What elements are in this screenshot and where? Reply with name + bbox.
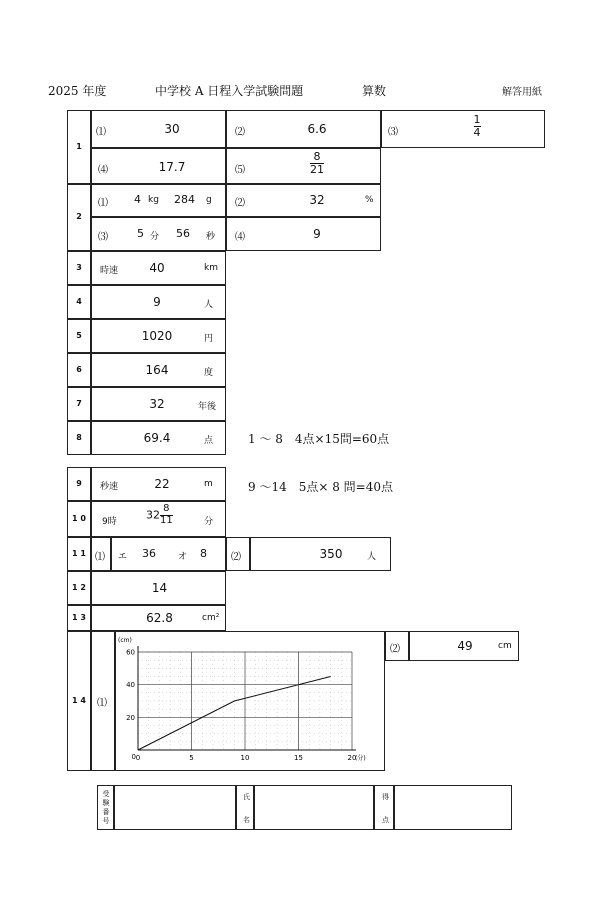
q9-label-cell (67, 467, 91, 501)
q9-answer: 22 (154, 477, 170, 491)
x-tick-label: 20 (347, 754, 357, 762)
q1-3-cell[interactable] (381, 110, 545, 148)
q6-label-cell (67, 353, 91, 387)
q7-unit: 年後 (198, 402, 217, 412)
q11-2-unit: 人 (367, 552, 377, 562)
q2-1-cell[interactable] (91, 183, 226, 217)
q13-label: 1 3 (72, 613, 86, 622)
q13-cell[interactable] (91, 605, 226, 631)
q1-5-answer (282, 151, 352, 175)
q14-1-cell[interactable] (115, 631, 385, 771)
q10-label: 1 0 (72, 514, 86, 523)
q7-answer: 32 (149, 397, 165, 411)
q1-5-numerator: 8 (313, 150, 321, 163)
y-tick-label: 20 (126, 713, 135, 722)
q3-label-cell (67, 251, 91, 285)
q2-1-unit2: g (206, 195, 212, 205)
q2-4-cell[interactable] (226, 217, 381, 251)
q5-answer: 1020 (141, 329, 173, 343)
q2-1-value1: 4 (134, 193, 141, 206)
q8-answer: 69.4 (143, 431, 171, 445)
q14-line-chart (116, 632, 384, 770)
q14-1-num: ⑴ (97, 698, 107, 709)
q1-1-num: ⑴ (96, 127, 106, 138)
q4-answer: 9 (153, 295, 161, 309)
q7-label: 7 (76, 399, 82, 408)
q10-denominator: 11 (160, 514, 173, 526)
q8-label-cell (67, 421, 91, 455)
q2-1-value2: 284 (174, 193, 195, 206)
exam-no-input[interactable] (114, 785, 236, 830)
q4-unit: 人 (204, 300, 214, 310)
q1-label-cell (67, 110, 91, 185)
q1-1-answer: 30 (164, 122, 180, 136)
name-label-cell (236, 785, 254, 830)
q1-label: 1 (76, 142, 82, 151)
name-label-2: 名 (243, 816, 250, 824)
q2-label: 2 (76, 212, 82, 221)
score-note-1: 1 ～ 8 4点×15問=60点 (248, 432, 390, 446)
origin-label: 0 (131, 753, 136, 761)
q1-3-answer (442, 114, 512, 138)
name-input[interactable] (254, 785, 374, 830)
q11-label: 1 1 (72, 549, 86, 558)
q11-1-num: ⑴ (95, 552, 105, 563)
q10-cell[interactable] (91, 501, 226, 537)
q14-2-num: ⑵ (390, 644, 400, 655)
q10-whole: 32 (146, 508, 160, 522)
q14-1-num-cell (91, 631, 115, 771)
q11-1-value2: 8 (200, 547, 207, 560)
score-input[interactable] (394, 785, 512, 830)
q11-2-cell[interactable] (250, 537, 391, 571)
header-title: 中学校 A 日程入学試験問題 (155, 84, 304, 98)
q4-cell[interactable] (91, 285, 226, 319)
header-subject: 算数 (362, 84, 387, 98)
q14-2-answer: 49 (457, 639, 473, 653)
q5-unit: 円 (204, 334, 214, 344)
q2-4-num: ⑷ (235, 232, 245, 243)
q2-2-num: ⑵ (235, 198, 245, 209)
q11-label-cell (67, 537, 91, 571)
score-label-cell (374, 785, 394, 830)
q14-label: 1 4 (72, 696, 86, 705)
q2-3-value1: 5 (137, 227, 144, 240)
score-label-1: 得 (382, 793, 389, 801)
q2-2-cell[interactable] (226, 183, 381, 217)
q1-1-cell[interactable] (91, 110, 226, 148)
q11-1-label2: オ (178, 552, 188, 562)
q1-2-cell[interactable] (226, 110, 381, 148)
q9-label: 9 (76, 479, 82, 488)
exam-no-label: 受験番号 (102, 790, 110, 825)
q5-label: 5 (76, 331, 82, 340)
x-tick-label: 5 (189, 754, 194, 762)
score-label-2: 点 (382, 816, 389, 824)
q2-label-cell (67, 183, 91, 251)
q5-label-cell (67, 319, 91, 353)
q3-cell[interactable] (91, 251, 226, 285)
q1-5-num: ⑸ (235, 165, 245, 176)
q1-2-num: ⑵ (235, 127, 245, 138)
q6-answer: 164 (145, 363, 169, 377)
q12-label: 1 2 (72, 583, 86, 592)
q10-unit: 分 (204, 517, 214, 527)
q2-2-answer: 32 (309, 193, 325, 207)
q13-unit: cm² (202, 613, 220, 623)
q3-prefix: 時速 (100, 266, 119, 276)
q13-answer: 62.8 (146, 611, 173, 625)
q2-4-answer: 9 (313, 227, 321, 241)
q2-3-num: ⑶ (98, 232, 108, 243)
q1-4-num: ⑷ (98, 165, 108, 176)
q2-3-cell[interactable] (91, 217, 226, 251)
q4-label-cell (67, 285, 91, 319)
series-line (138, 677, 331, 751)
y-tick-label: 40 (126, 681, 135, 690)
q5-cell[interactable] (91, 319, 226, 353)
q10-prefix: 9時 (102, 517, 117, 527)
q11-2-num-cell (226, 537, 250, 571)
q11-2-answer: 350 (319, 547, 343, 561)
q2-1-num: ⑴ (98, 198, 108, 209)
q8-cell[interactable] (91, 421, 226, 455)
q8-label: 8 (76, 433, 82, 442)
x-tick-label: 0 (135, 754, 141, 762)
q11-2-num: ⑵ (231, 552, 241, 563)
q1-3-denominator: 4 (473, 125, 481, 139)
q2-2-unit: % (365, 195, 374, 205)
q7-cell[interactable] (91, 387, 226, 421)
q2-3-unit2: 秒 (206, 232, 216, 242)
q9-unit: m (204, 479, 213, 489)
q1-5-cell[interactable] (226, 148, 381, 185)
q6-unit: 度 (204, 368, 214, 378)
q12-label-cell (67, 571, 91, 605)
q1-5-denominator: 21 (310, 162, 324, 176)
q4-label: 4 (76, 297, 82, 306)
x-tick-label: 10 (240, 754, 250, 762)
q1-2-answer: 6.6 (307, 122, 327, 136)
q1-3-num: ⑶ (388, 127, 398, 138)
q9-prefix: 秒速 (100, 482, 119, 492)
header-sheet: 解答用紙 (502, 87, 542, 98)
q11-1-value1: 36 (142, 547, 156, 560)
q11-1-label1: エ (118, 552, 128, 562)
q11-1-cell[interactable] (111, 537, 226, 571)
q14-2-num-cell (385, 631, 409, 661)
y-axis-label: (cm) (118, 637, 132, 644)
q2-3-value2: 56 (176, 227, 190, 240)
q1-3-numerator: 1 (473, 113, 481, 126)
score-note-2: 9 ～14 5点× 8 問=40点 (248, 480, 393, 494)
q1-4-cell[interactable] (91, 148, 226, 185)
q1-4-answer: 17.7 (158, 160, 186, 174)
q3-unit: km (204, 263, 218, 273)
q14-2-cell[interactable] (409, 631, 519, 661)
x-tick-label: 15 (294, 754, 303, 762)
q2-3-unit1: 分 (150, 232, 160, 242)
exam-no-label-cell (97, 785, 114, 830)
q12-cell[interactable] (91, 571, 226, 605)
q3-answer: 40 (149, 261, 165, 275)
q9-cell[interactable] (91, 467, 226, 501)
q14-label-cell (67, 631, 91, 771)
y-tick-label: 60 (126, 648, 135, 657)
name-label-1: 氏 (243, 793, 250, 801)
q11-1-num-cell (91, 537, 111, 571)
q7-label-cell (67, 387, 91, 421)
q12-answer: 14 (151, 581, 168, 595)
q13-label-cell (67, 605, 91, 631)
q14-2-unit: cm (498, 641, 512, 651)
q3-label: 3 (76, 263, 82, 272)
q6-label: 6 (76, 365, 82, 374)
q2-1-unit1: kg (148, 195, 159, 205)
q10-numerator: 8 (163, 503, 170, 514)
q8-unit: 点 (204, 436, 214, 446)
header-year: 2025 年度 (48, 84, 107, 98)
q6-cell[interactable] (91, 353, 226, 387)
q10-label-cell (67, 501, 91, 537)
q10-answer (146, 504, 173, 526)
x-axis-label: (分) (355, 755, 366, 762)
